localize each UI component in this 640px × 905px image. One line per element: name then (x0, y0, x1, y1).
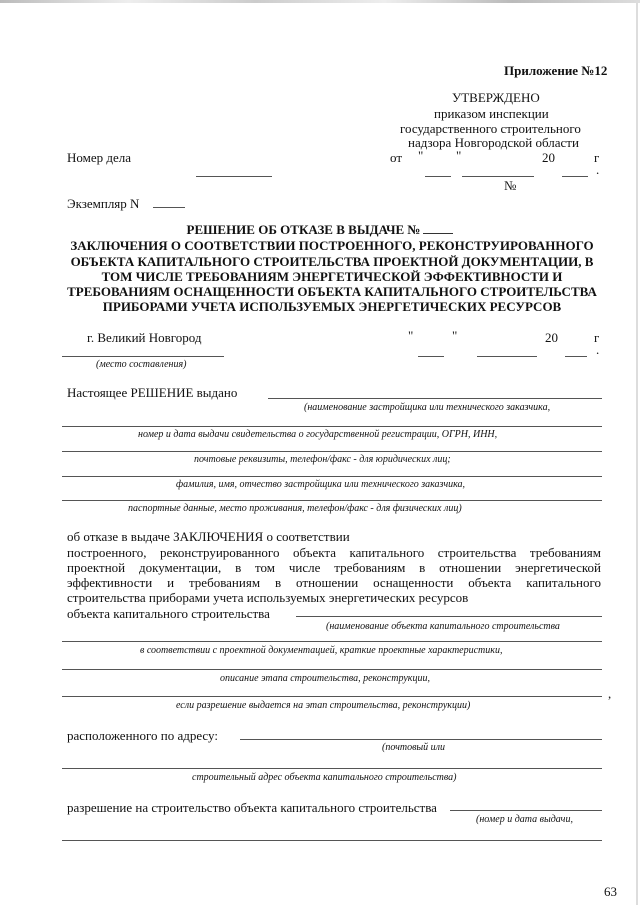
issued-to-line-4 (62, 476, 602, 477)
scan-edge-right (636, 0, 638, 905)
heading-line-6: ПРИБОРАМИ УЧЕТА ИСПОЛЬЗУЕМЫХ ЭНЕРГЕТИЧЕСКИХ РЕСУРСОВ (102, 299, 562, 314)
approved-quote-open: " (418, 148, 424, 163)
approved-number-sign: № (504, 178, 517, 193)
approved-year-suffix: г (594, 150, 600, 165)
permit-line-2 (62, 840, 602, 841)
issued-to-hint-1: (наименование застройщика или технического заказчика, (304, 402, 551, 413)
heading-line-4: ТОМ ЧИСЛЕ ТРЕБОВАНИЯМ ЭНЕРГЕТИЧЕСКОЙ ЭФФЕКТИВНОСТИ И (101, 269, 563, 284)
refusal-line-2 (62, 641, 602, 642)
refusal-paragraph: построенного, реконструированного объекта капитального строительства требованиям проектной документации, в том числе требованиям в отношении энергетической эффективности и требованиям в отношении оснащенности объекта капитального строительства приборами учета используемых энергетических ресурсов (67, 545, 601, 605)
refusal-object-label: объекта капитального строительства (67, 606, 270, 621)
refusal-hint-1: (наименование объекта капитального строительства (326, 621, 560, 632)
place-day-line (418, 356, 444, 357)
permit-label: разрешение на строительство объекта капитального строительства (67, 800, 437, 815)
approved-dot: . (596, 162, 600, 177)
scan-edge-top (0, 0, 640, 3)
issued-to-hint-2: номер и дата выдачи свидетельства о государственной регистрации, ОГРН, ИНН, (138, 429, 498, 440)
approved-day-line (425, 176, 451, 177)
place-dot: . (596, 342, 600, 357)
issued-to-line-5 (62, 500, 602, 501)
refusal-object-line (296, 616, 602, 617)
refusal-line-1: об отказе в выдаче ЗАКЛЮЧЕНИЯ о соответствии (67, 529, 350, 544)
heading-line-3: ОБЪЕКТА КАПИТАЛЬНОГО СТРОИТЕЛЬСТВА ПРОЕКТНОЙ ДОКУМЕНТАЦИИ, В (70, 254, 594, 269)
approved-line-3: надзора Новгородской области (408, 135, 579, 150)
address-hint-2: строительный адрес объекта капитального строительства) (192, 772, 457, 783)
place-month-line (477, 356, 537, 357)
refusal-hint-4: если разрешение выдается на этап строительства, реконструкции) (176, 700, 471, 711)
issued-to-line-2 (62, 426, 602, 427)
heading-line-1: РЕШЕНИЕ ОБ ОТКАЗЕ В ВЫДАЧЕ № (0, 222, 640, 237)
refusal-line-4 (62, 696, 602, 697)
copy-label: Экземпляр N (67, 196, 140, 211)
issued-to-hint-4: фамилия, имя, отчество застройщика или технического заказчика, (176, 479, 466, 490)
refusal-line-3 (62, 669, 602, 670)
place-year: 20 (545, 330, 558, 345)
issued-to-line-3 (62, 451, 602, 452)
refusal-hint-2: в соответствии с проектной документацией, краткие проектные характеристики, (140, 645, 503, 656)
issued-to-label: Настоящее РЕШЕНИЕ выдано (67, 385, 238, 400)
address-line-1 (240, 739, 602, 740)
approved-month-line (462, 176, 534, 177)
address-label: расположенного по адресу: (67, 728, 218, 743)
permit-line-1 (450, 810, 602, 811)
page-number: 63 (604, 884, 617, 899)
place-quote-close: " (452, 328, 458, 343)
refusal-comma: , (608, 686, 612, 701)
address-hint-1: (почтовый или (382, 742, 446, 753)
approved-year-line (562, 176, 588, 177)
issued-to-hint-5: паспортные данные, место проживания, телефон/факс - для физических лиц) (128, 503, 462, 514)
place-quote-open: " (408, 328, 414, 343)
approved-year: 20 (542, 150, 555, 165)
issued-to-line-1 (268, 398, 602, 399)
permit-hint: (номер и дата выдачи, (476, 814, 573, 825)
case-number-label: Номер дела (67, 150, 132, 165)
place-year-line (565, 356, 587, 357)
copy-number-line (153, 207, 185, 208)
approved-quote-close: " (456, 148, 462, 163)
place-city: г. Великий Новгород (87, 330, 202, 345)
refusal-hint-3: описание этапа строительства, реконструкции, (220, 673, 430, 684)
approved-line-2: государственного строительного (400, 121, 581, 136)
heading-line-2: ЗАКЛЮЧЕНИЯ О СООТВЕТСТВИИ ПОСТРОЕННОГО, РЕКОНСТРУИРОВАННОГО (70, 238, 594, 253)
place-hint: (место составления) (96, 359, 187, 370)
address-line-2 (62, 768, 602, 769)
approved-from: от (390, 150, 403, 165)
place-year-suffix: г (594, 330, 600, 345)
place-line (62, 356, 224, 357)
approved-title: УТВЕРЖДЕНО (452, 90, 540, 105)
approved-line-1: приказом инспекции (434, 106, 549, 121)
issued-to-hint-3: почтовые реквизиты, телефон/факс - для юридических лиц; (194, 454, 451, 465)
heading-line-5: ТРЕБОВАНИЯМ ОСНАЩЕННОСТИ ОБЪЕКТА КАПИТАЛЬНОГО СТРОИТЕЛЬСТВА (67, 284, 597, 299)
case-number-line (196, 176, 272, 177)
annex-label: Приложение №12 (504, 63, 608, 78)
